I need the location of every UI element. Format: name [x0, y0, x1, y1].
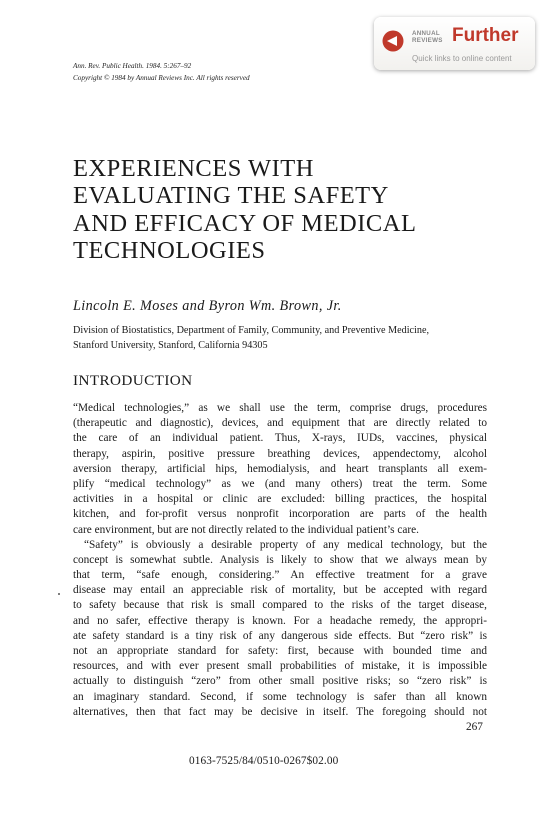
- title-line: AND EFFICACY OF MEDICAL: [73, 209, 417, 237]
- text-line: activities in a hospital or clinic are excluded: billing practices, the hospital: [73, 493, 487, 506]
- paragraph-2: [73, 538, 487, 720]
- journal-citation-block: [73, 61, 250, 84]
- text-line: aversion therapy, artificial hips, hemodialysis, and heart transplants all exem-: [73, 462, 487, 475]
- text-line: concept is somewhat subtle. Analysis is likely to show that we always mean by: [73, 553, 487, 566]
- section-heading: INTRODUCTION: [73, 372, 193, 389]
- text-line: resources, and with ever present small probabilities of mistake, it is impossible: [73, 660, 487, 673]
- text-line: (therapeutic and diagnostic), devices, and equipment that are directly related to: [73, 417, 487, 430]
- margin-speck: [58, 593, 60, 595]
- title-line: TECHNOLOGIES: [73, 236, 266, 264]
- affiliation: [73, 323, 488, 353]
- text-line: and no safer, effective therapy is known. For a headache remedy, the appropri-: [73, 614, 487, 627]
- authors: Lincoln E. Moses and Byron Wm. Brown, Jr.: [73, 298, 342, 314]
- title-line: EVALUATING THE SAFETY: [73, 182, 389, 210]
- text-line: not an appropriate standard for safety: first, because with bounded time and: [73, 645, 487, 657]
- text-line: alternatives, then that fact may be decisive in itself. The foregoing should not: [73, 705, 487, 718]
- text-line: ate safety standard is a tiny risk of any dangerous side effects. But “zero risk” is: [73, 629, 487, 642]
- text-line: “Medical technologies,” as we shall use the term, comprise drugs, procedures: [73, 402, 487, 414]
- text-line: an imaginary standard. Second, if some technology is safer than all known: [73, 690, 487, 703]
- text-line: to safety because that risk is small compared to the risks of the target disease,: [73, 599, 487, 612]
- affiliation-line: Division of Biostatistics, Department of Family, Community, and Preventive Medicine,: [73, 325, 430, 336]
- text-line: disease may entail an appreciable risk of mortality, but be accepted with regard: [73, 584, 487, 597]
- publisher-name: ANNUAL REVIEWS: [412, 30, 443, 44]
- text-line: “Safety” is obviously a desirable property of any medical technology, but the: [84, 538, 487, 551]
- text-line: the care of an individual patient. Thus, X-rays, IUDs, vaccines, physical: [73, 432, 487, 445]
- text-line: actually to distinguish “zero” from other small positive risks; so “zero risk” is: [73, 675, 487, 688]
- further-badge[interactable]: [374, 17, 535, 70]
- copyright-line: Copyright © 1984 by Annual Reviews Inc. All rights reserved: [73, 73, 250, 82]
- annual-reviews-logo-icon: [382, 30, 404, 52]
- further-label: Further: [452, 25, 519, 46]
- page-number: 267: [466, 721, 483, 733]
- affiliation-line: Stanford University, Stanford, California 94305: [73, 340, 268, 351]
- text-line: kitchen, and for-profit versus nonprofit incorporation are parts of the health: [73, 508, 487, 521]
- text-line: therapy, aspirin, positive pressure breathing devices, appendectomy, alcohol: [73, 447, 487, 460]
- article-title: [73, 155, 416, 264]
- further-tagline: Quick links to online content: [412, 54, 512, 63]
- body-text: [73, 401, 487, 720]
- text-line: care environment, but are not directly related to the individual patient’s care.: [73, 523, 419, 536]
- article-code: 0163-7525/84/0510-0267$02.00: [189, 755, 339, 767]
- text-line: plify “medical technology” as we (and many others) treat the term. Some: [73, 477, 487, 490]
- title-line: EXPERIENCES WITH: [73, 155, 314, 182]
- text-line: that term, “safe enough, considering.” An effective treatment for a grave: [73, 569, 487, 582]
- journal-citation: Ann. Rev. Public Health. 1984. 5:267–92: [73, 62, 192, 70]
- paragraph-1: [73, 401, 487, 538]
